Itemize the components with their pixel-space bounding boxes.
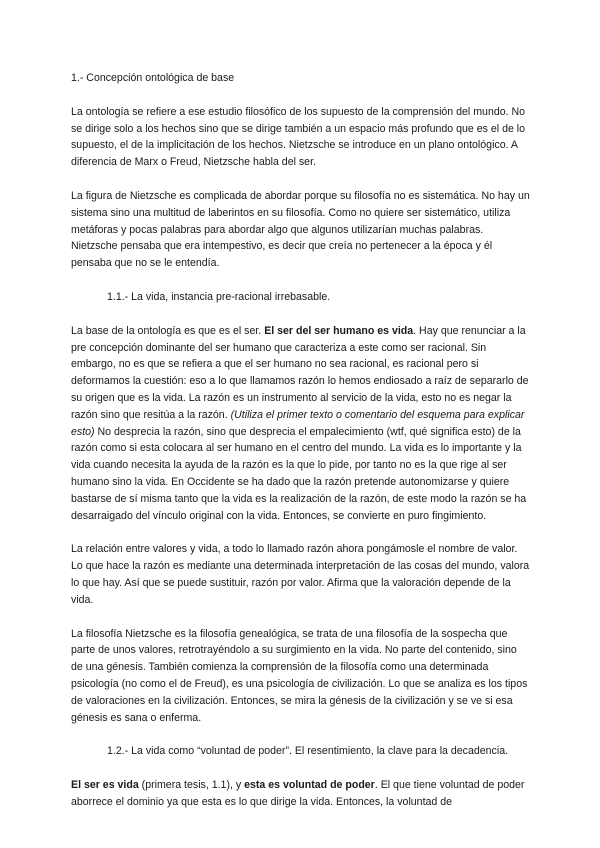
- bold-phrase-ser-humano-vida: El ser del ser humano es vida: [264, 324, 414, 337]
- text-run: . El que tiene voluntad de poder aborrece el dominio ya que esta es lo que dirige la vida. Entonces, la voluntad de: [71, 779, 525, 808]
- italic-note: (Utiliza el primer texto o comentario del esquema para explicar esto): [71, 408, 525, 438]
- section-heading-1-2: 1.2.- La vida como “voluntad de poder”. El resentimiento, la clave para la decadencia.: [107, 745, 509, 758]
- paragraph-voluntad-poder: [71, 777, 531, 811]
- document-body: [71, 70, 531, 811]
- bold-phrase-voluntad-poder: esta es voluntad de poder: [244, 779, 375, 792]
- text-run: . Hay que renunciar a la pre concepción dominante del ser humano que caracteriza a este como ser racional. Sin embargo, no es que se refiera a que el ser humano no sea racional, es racional pero si deformamos la cuestión: eso a lo que llamamos razón lo hemos endiosado a raíz de separarlo de su origen que es la vida. La razón es un instrumento al servicio de la vida, esto no es negar la razón sino que resitúa a la razón.: [71, 324, 529, 421]
- paragraph-base-ontologia: [71, 323, 531, 525]
- paragraph-filosofia-genealogica: La filosofía Nietzsche es la filosofía genealógica, se trata de una filosofía de la sospecha que parte de unos valores, retrotrayéndolo a su surgimiento en la vida. No parte del contenido, sino de una génesis. También comienza la comprensión de la filosofía como una determinada psicología (no como el de Freud), es una psicología de civilización. Lo que se analiza es los tipos de valoraciones en la civilización. Entonces, se mira la génesis de la civilización y se ve si esa génesis es sana o enferma.: [71, 627, 528, 724]
- paragraph-ontologia: La ontología se refiere a ese estudio filosófico de los supuesto de la comprensión del mundo. No se dirige solo a los hechos sino que se dirige también a un espacio más profundo que es el de lo supuesto, el de la implicitación de los hechos. Nietzsche se introduce en un plano ontológico. A diferencia de Marx o Freud, Nietzsche habla del ser.: [71, 105, 526, 169]
- text-run: La base de la ontología es que es el ser.: [71, 324, 265, 337]
- section-heading-1: 1.- Concepción ontológica de base: [71, 72, 235, 84]
- paragraph-figura-nietzsche: La figura de Nietzsche es complicada de abordar porque su filosofía no es sistemática. No hay un sistema sino una multitud de laberintos en su filosofía. Como no quiere ser sistemático, utiliza metáforas y pocas palabras para abordar algo que algunos utilizarían muchas palabras. Nietzsche pensaba que era intempestivo, es decir que creía no pertenecer a la época y él pensaba que no se le entendía.: [71, 189, 530, 270]
- bold-phrase-ser-es-vida: El ser es vida: [71, 779, 139, 792]
- section-heading-1-1: 1.1.- La vida, instancia pre-racional irrebasable.: [107, 290, 331, 303]
- text-run: No desprecia la razón, sino que desprecia el empalecimiento (wtf, qué significa esto) de la razón como si esta colocara al ser humano en el centro del mundo. La vida es lo importante y la vida cuando necesita la ayuda de la razón es la que lo pide, por tanto no es la que rige al ser humano sino la vida. En Occidente se ha dado que la razón pretende autonomizarse y quiere bastarse de sí misma tanto que la vida es la realización de la razón, de este modo la razón se ha desarraigado del vínculo original con la vida. Entonces, se convierte en puro fingimiento.: [71, 425, 527, 522]
- text-run: (primera tesis, 1.1), y: [138, 779, 245, 792]
- paragraph-valores-vida: La relación entre valores y vida, a todo lo llamado razón ahora pongámosle el nombre de valor. Lo que hace la razón es mediante una determinada interpretación de las cosas del mundo, valora lo que hay. Así que se puede sustituir, razón por valor. Afirma que la valoración depende de la vida.: [71, 543, 530, 606]
